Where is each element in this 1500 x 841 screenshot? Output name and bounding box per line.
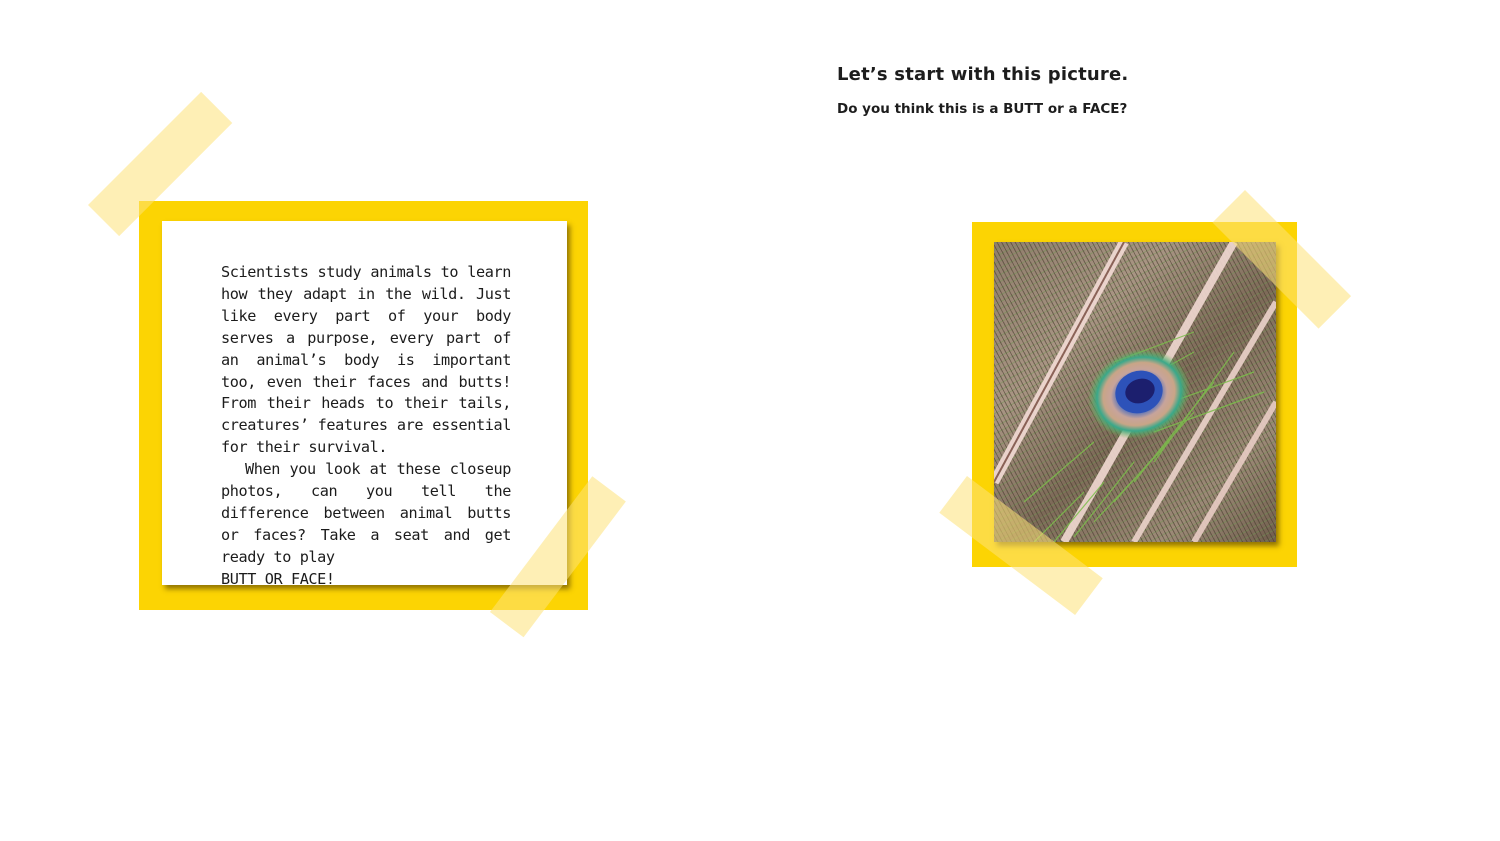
page-heading: Let’s start with this picture. <box>837 64 1129 85</box>
intro-paragraph-1: Scientists study animals to learn how they adapt in the wild. Just like every part of your body serves a purpose, every part of an animal’s body is important too, even their faces and butts! From their heads to their tails, creatures’ features are essential for their survival. <box>221 263 511 457</box>
intro-paragraph-3: BUTT OR FACE! <box>221 569 335 588</box>
peacock-feather-image <box>994 242 1276 542</box>
intro-body-text <box>221 262 511 591</box>
intro-paragraph-2: When you look at these closeup photos, can you tell the difference between animal butts or faces? Take a seat and get ready to play <box>221 460 511 566</box>
page-question: Do you think this is a BUTT or a FACE? <box>837 101 1128 117</box>
peacock-feather-photo <box>994 242 1276 542</box>
